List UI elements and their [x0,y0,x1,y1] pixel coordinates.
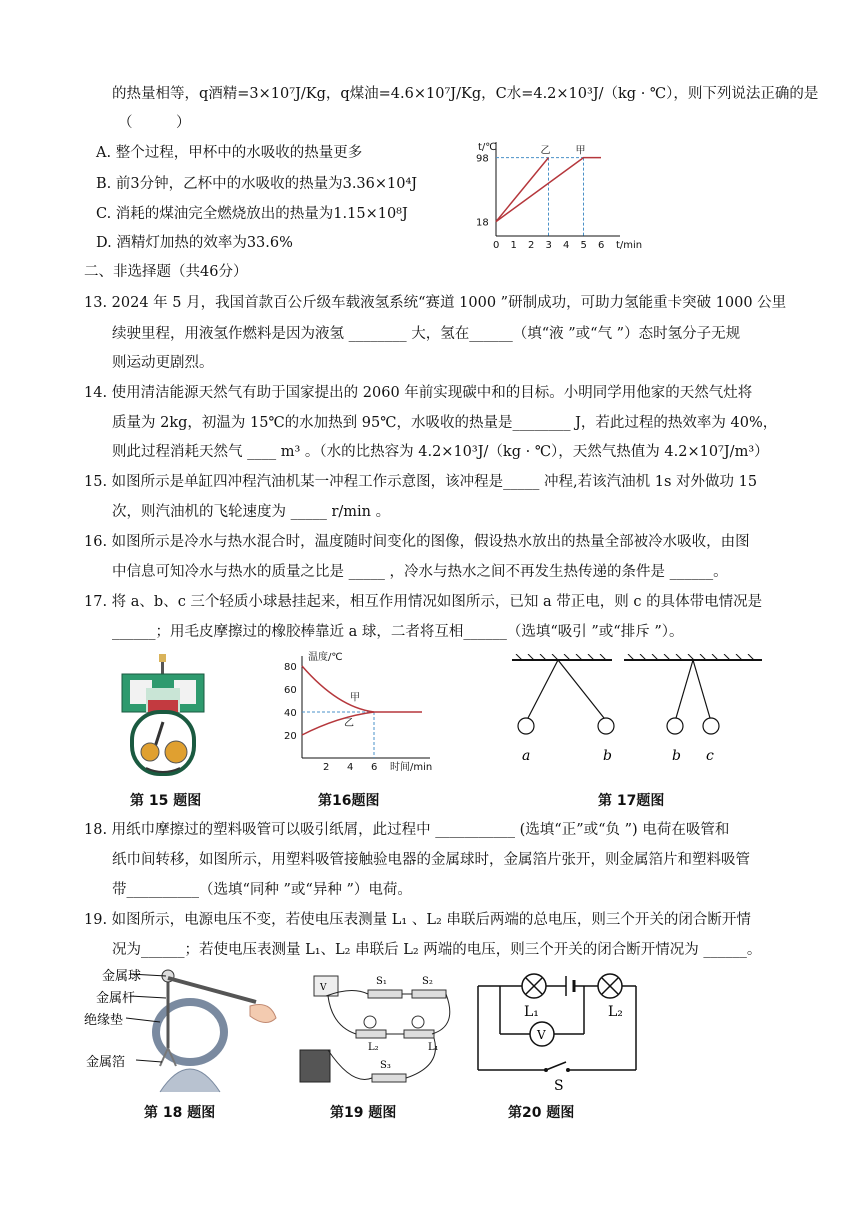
x-tick-label: 2 [528,240,535,251]
label-voltmeter: V [537,1028,546,1042]
label-switch-s: S [554,1078,564,1094]
q12-option-c: C. 消耗的煤油完全燃烧放出的热量为1.15×10⁸J [96,206,408,222]
q12-option-b: B. 前3分钟，乙杯中的水吸收的热量为3.36×10⁴J [96,176,418,192]
q12-temperature-chart [470,138,650,256]
y-tick-label: 20 [284,731,297,742]
cold-water-curve [302,712,374,735]
q19-line1: 19. 如图所示，电源电压不变，若使电压表测量 L₁ 、L₂ 串联后两端的总电压，则三个开关的闭合断开情 [84,912,751,928]
y-tick-label: 40 [284,708,297,719]
label-lamp-l2: L₂ [608,1004,623,1020]
q12-answer-blank: （ ） [118,115,191,131]
x-tick-label: 3 [545,240,552,251]
label-metal-foil: 金属箔 [86,1055,126,1070]
label-s3: S₃ [380,1060,391,1071]
y-axis-label: 温度/℃ [308,652,343,663]
section-heading: 二、非选择题（共46分） [84,264,248,280]
ball-label-b: b [603,748,612,764]
q15-line1: 15. 如图所示是单缸四冲程汽油机某一冲程工作示意图，该冲程是_____ 冲程,若该汽油机 1s 对外做功 15 [84,474,758,490]
electroscope-diagram [80,966,280,1094]
q18-line2: 纸巾间转移，如图所示，用塑料吸管接触验电器的金属球时，金属箔片张开，则金属箔片和塑料吸管 [112,852,750,868]
label-insulating-pad: 绝缘垫 [84,1013,124,1028]
q12-line1: 的热量相等，q酒精=3×10⁷J/Kg，q煤油=4.6×10⁷J/Kg，C水=4.2×10³J/（kg · ℃），则下列说法正确的是 [112,86,819,102]
label-l1: L₁ [428,1042,439,1053]
y-tick-label: 80 [284,662,297,673]
x-tick-label: 4 [563,240,570,251]
x-tick-label: 1 [510,240,517,251]
q16-line2: 中信息可知冷水与热水的质量之比是 _____ ，冷水与热水之间不再发生热传递的条件是 ______。 [112,564,728,580]
caption-fig15: 第 15 题图 [130,793,202,809]
cold-curve-label: 乙 [344,717,354,729]
caption-fig19: 第19 题图 [330,1105,397,1121]
mixing-temperature-chart [280,650,440,778]
q16-line1: 16. 如图所示是冷水与热水混合时，温度随时间变化的图像，假设热水放出的热量全部被冷水吸收，由图 [84,534,750,550]
caption-fig16: 第16题图 [318,793,380,809]
label-metal-rod: 金属杆 [96,991,136,1006]
q14-line3: 则此过程消耗天然气 ____ m³ 。（水的比热容为 4.2×10³J/（kg · ℃），天然气热值为 4.2×10⁷J/m³） [112,444,769,460]
y-tick-label: 98 [476,153,489,165]
x-axis-label: t/min [616,240,643,251]
caption-fig18: 第 18 题图 [144,1105,216,1121]
caption-fig17: 第 17题图 [598,793,665,809]
x-tick-label: 5 [580,240,587,251]
x-tick-label: 4 [347,762,354,773]
caption-fig20: 第20 题图 [508,1105,575,1121]
voltmeter-label: V [320,983,327,993]
q12-option-d: D. 酒精灯加热的效率为33.6% [96,235,293,251]
engine-diagram [118,652,208,780]
hanging-balls-diagram [508,654,768,766]
label-s2: S₂ [422,976,433,987]
q18-line1: 18. 用纸巾摩擦过的塑料吸管可以吸引纸屑，此过程中 ___________ (选填“正”或“负 ”) 电荷在吸管和 [84,822,730,838]
label-lamp-l1: L₁ [524,1004,539,1020]
q19-line2: 况为______；若使电压表测量 L₁、L₂ 串联后 L₂ 两端的电压，则三个开关的闭合断开情况为 ______。 [112,942,762,958]
q14-line2: 质量为 2kg，初温为 15℃的水加热到 95℃，水吸收的热量是________ J，若此过程的热效率为 40%， [112,415,778,431]
q17-line1: 17. 将 a、b、c 三个轻质小球悬挂起来，相互作用情况如图所示，已知 a 带正电，则 c 的具体带电情况是 [84,594,763,610]
q13-line2: 续驶里程，用液氢作燃料是因为液氢 ________ 大，氢在______（填“液 ”或“气 ”）态时氢分子无规 [112,326,741,342]
x-tick-label: 0 [493,240,500,251]
y-axis-label: t/℃ [478,142,497,153]
label-l2: L₂ [368,1042,379,1053]
series-label: 甲 [575,145,586,157]
ball-label-b2: b [672,748,681,764]
label-s1: S₁ [376,976,387,987]
ball-label-a: a [522,748,531,764]
x-axis-label: 时间/min [390,762,433,773]
y-tick-label: 18 [476,217,489,229]
hot-curve-label: 甲 [350,692,360,704]
circuit-schematic [470,966,650,1094]
x-tick-label: 2 [323,762,330,773]
x-tick-label: 6 [598,240,605,251]
hot-water-curve [302,666,422,712]
q14-line1: 14. 使用清洁能源天然气有助于国家提出的 2060 年前实现碳中和的目标。小明同学用他家的天然气灶将 [84,385,753,401]
q18-line3: 带__________（选填“同种 ”或“异种 ”）电荷。 [112,882,412,898]
q15-line2: 次，则汽油机的飞轮速度为 _____ r/min 。 [112,504,391,520]
q13-line3: 则运动更剧烈。 [112,355,214,371]
q17-line2: ______；用毛皮摩擦过的橡胶棒靠近 a 球，二者将互相______（选填“吸引 ”或“排斥 ”）。 [112,624,684,640]
label-metal-ball: 金属球 [102,969,142,984]
circuit-photo-diagram [292,966,462,1094]
q13-line1: 13. 2024 年 5 月，我国首款百公斤级车载液氢系统“赛道 1000 ”研制成功，可助力氢能重卡突破 1000 公里 [84,295,787,311]
y-tick-label: 60 [284,685,297,696]
series-label: 乙 [540,145,551,157]
ball-label-c: c [706,748,714,764]
q12-option-a: A. 整个过程，甲杯中的水吸收的热量更多 [96,145,363,161]
x-tick-label: 6 [371,762,378,773]
